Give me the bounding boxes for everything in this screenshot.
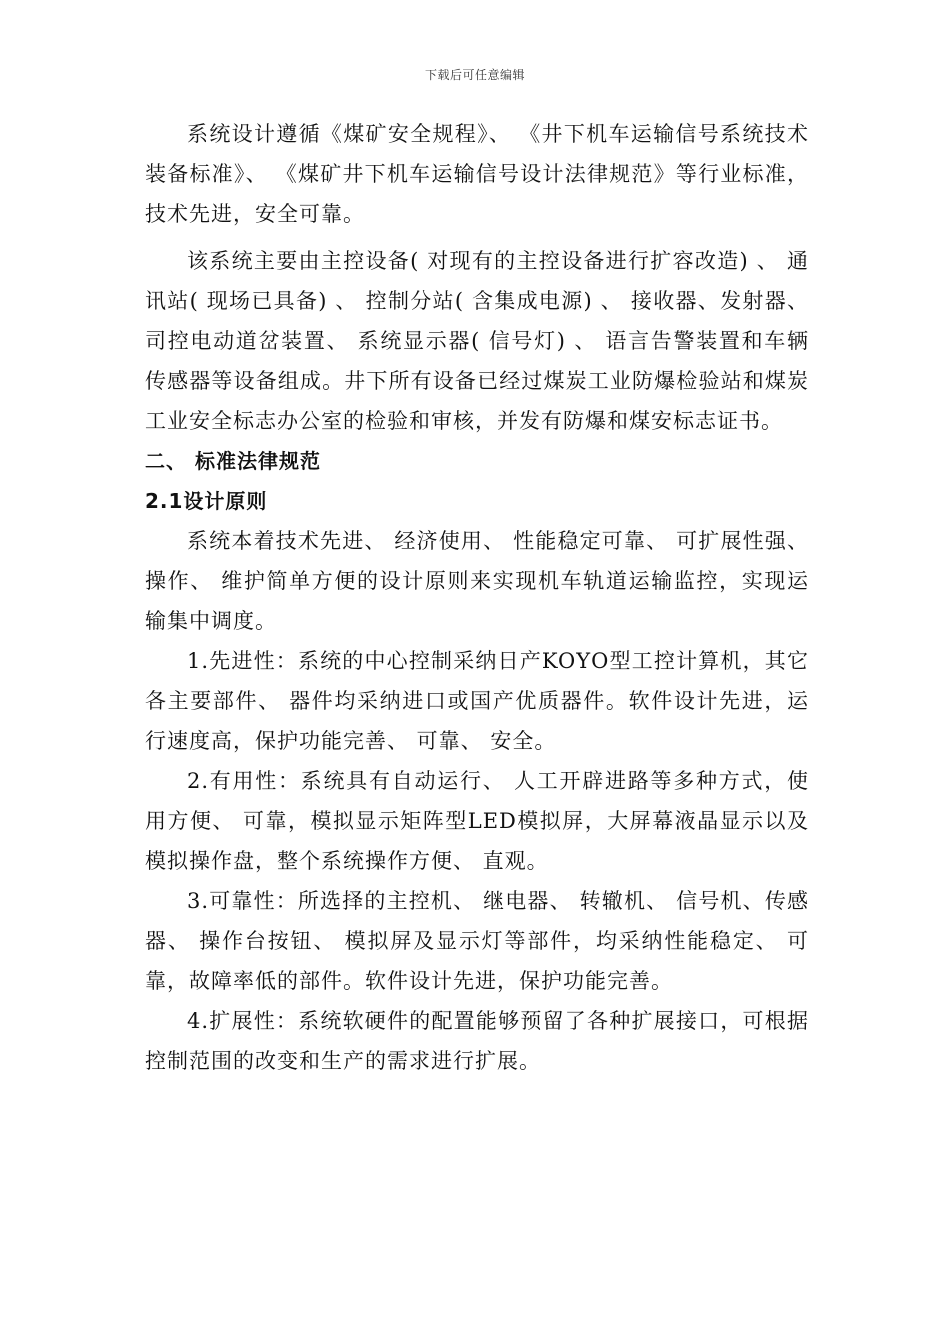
list-item-extensibility: 4.扩展性：系统软硬件的配置能够预留了各种扩展接口，可根据控制范围的改变和生产的需求进行扩展。 bbox=[145, 1009, 809, 1073]
section-heading-standards: 二、 标准法律规范 bbox=[145, 449, 321, 473]
subsection-heading-design-principle: 2.1设计原则 bbox=[145, 489, 268, 513]
paragraph-system-composition: 该系统主要由主控设备( 对现有的主控设备进行扩容改造) 、 通讯站( 现场已具备) 、 控制分站( 含集成电源) 、 接收器、发射器、 司控电动道岔装置、 系统显示器( 信号灯) 、 语言告警装置和车辆传感器等设备组成。井下所有设备已经过煤炭工业防爆检验站和煤炭工业安全标志办公室的检验和审核，并发有防爆和煤安标志证书。 bbox=[145, 249, 809, 433]
paragraph-standards: 系统设计遵循《煤矿安全规程》、 《井下机车运输信号系统技术装备标准》、 《煤矿井下机车运输信号设计法律规范》等行业标准，技术先进，安全可靠。 bbox=[145, 122, 809, 226]
list-item-advancement: 1.先进性：系统的中心控制采纳日产KOYO型工控计算机，其它各主要部件、 器件均采纳进口或国产优质器件。软件设计先进，运行速度高，保护功能完善、 可靠、 安全。 bbox=[145, 649, 809, 753]
paragraph-design-principle: 系统本着技术先进、 经济使用、 性能稳定可靠、 可扩展性强、 操作、 维护简单方便的设计原则来实现机车轨道运输监控，实现运输集中调度。 bbox=[145, 529, 809, 633]
list-item-usability: 2.有用性：系统具有自动运行、 人工开辟进路等多种方式，使用方便、 可靠，模拟显示矩阵型LED模拟屏，大屏幕液晶显示以及模拟操作盘，整个系统操作方便、 直观。 bbox=[145, 769, 809, 873]
list-item-reliability: 3.可靠性：所选择的主控机、 继电器、 转辙机、 信号机、传感器、 操作台按钮、 模拟屏及显示灯等部件，均采纳性能稳定、 可靠，故障率低的部件。软件设计先进，保护功能完善。 bbox=[145, 889, 809, 993]
document-body bbox=[145, 114, 809, 1081]
page-header-note: 下载后可任意编辑 bbox=[424, 68, 525, 82]
